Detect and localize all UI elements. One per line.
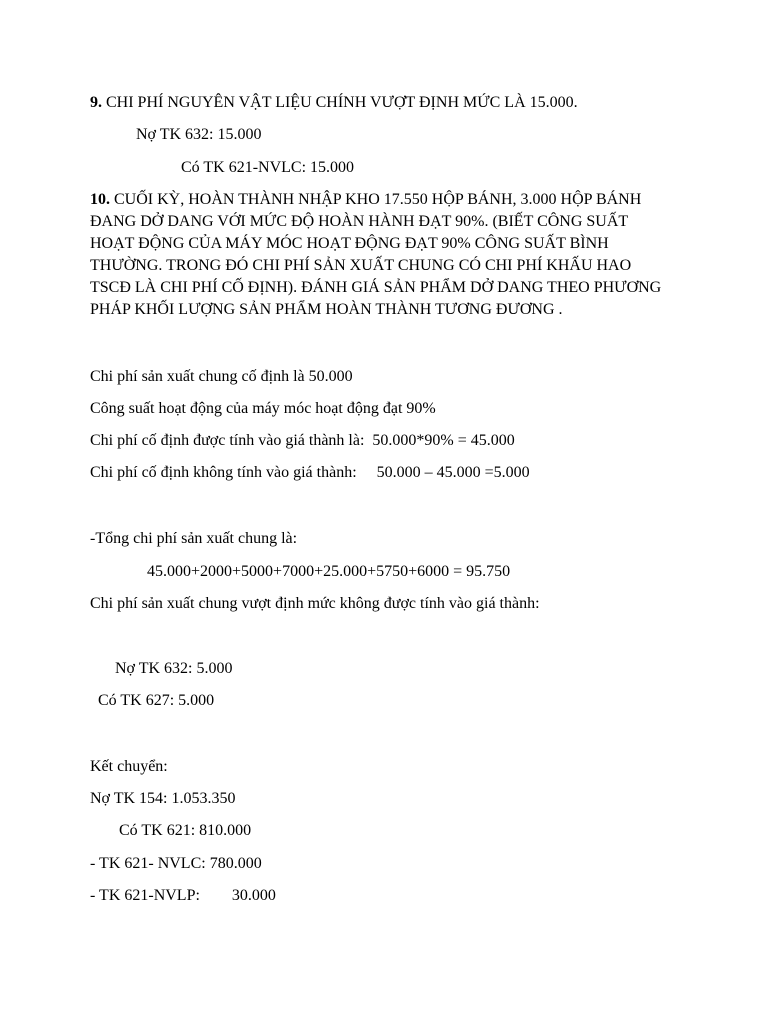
fixed-cost-line-4: Chi phí cố định không tính vào giá thành: 50.000 – 45.000 =5.000	[90, 464, 530, 481]
fixed-cost-line-3: Chi phí cố định được tính vào giá thành là: 50.000*90% = 45.000	[90, 432, 515, 449]
total-heading: -Tổng chi phí sản xuất chung là:	[90, 530, 298, 547]
fixed-cost-line-1: Chi phí sản xuất chung cố định là 50.000	[90, 368, 353, 385]
transfer-sub-nvlp: - TK 621-NVLP: 30.000	[90, 887, 276, 904]
item-10-line-5: TSCĐ LÀ CHI PHÍ CỐ ĐỊNH). ĐÁNH GIÁ SẢN PHẨM DỞ DANG THEO PHƯƠNG	[90, 279, 662, 296]
item-10-line-3: HOẠT ĐỘNG CỦA MÁY MÓC HOẠT ĐỘNG ĐẠT 90% CÔNG SUẤT BÌNH	[90, 235, 609, 252]
item-9-debit-entry: Nợ TK 632: 15.000	[136, 126, 262, 143]
item-10-line-6: PHÁP KHỐI LƯỢNG SẢN PHẨM HOÀN THÀNH TƯƠNG ĐƯƠNG .	[90, 301, 563, 318]
total-note: Chi phí sản xuất chung vượt định mức không được tính vào giá thành:	[90, 595, 540, 612]
item-9-number: 9.	[90, 94, 102, 111]
transfer-debit: Nợ TK 154: 1.053.350	[90, 790, 236, 807]
item-9-text: CHI PHÍ NGUYÊN VẬT LIỆU CHÍNH VƯỢT ĐỊNH MỨC LÀ 15.000.	[102, 94, 578, 111]
item-9-credit-entry: Có TK 621-NVLC: 15.000	[181, 159, 355, 176]
item-10-line-2: ĐANG DỞ DANG VỚI MỨC ĐỘ HOÀN HÀNH ĐẠT 90%. (BIẾT CÔNG SUẤT	[90, 213, 629, 230]
fixed-cost-line-2: Công suất hoạt động của máy móc hoạt động đạt 90%	[90, 400, 436, 417]
transfer-credit: Có TK 621: 810.000	[119, 822, 252, 839]
transfer-heading: Kết chuyển:	[90, 758, 168, 775]
item-9-heading	[90, 93, 578, 113]
item-10-line-4: THƯỜNG. TRONG ĐÓ CHI PHÍ SẢN XUẤT CHUNG CÓ CHI PHÍ KHẤU HAO	[90, 257, 632, 274]
item-10-line-1	[90, 189, 690, 211]
transfer-sub-nvlc: - TK 621- NVLC: 780.000	[90, 855, 262, 872]
total-formula: 45.000+2000+5000+7000+25.000+5750+6000 = 95.750	[147, 563, 511, 580]
entry-627-credit: Có TK 627: 5.000	[98, 692, 215, 709]
item-10-number: 10.	[90, 191, 110, 208]
item-10-line-1-text: CUỐI KỲ, HOÀN THÀNH NHẬP KHO 17.550 HỘP BÁNH, 3.000 HỘP BÁNH	[110, 191, 642, 208]
entry-627-debit: Nợ TK 632: 5.000	[115, 660, 233, 677]
item-10-paragraph	[90, 189, 690, 321]
